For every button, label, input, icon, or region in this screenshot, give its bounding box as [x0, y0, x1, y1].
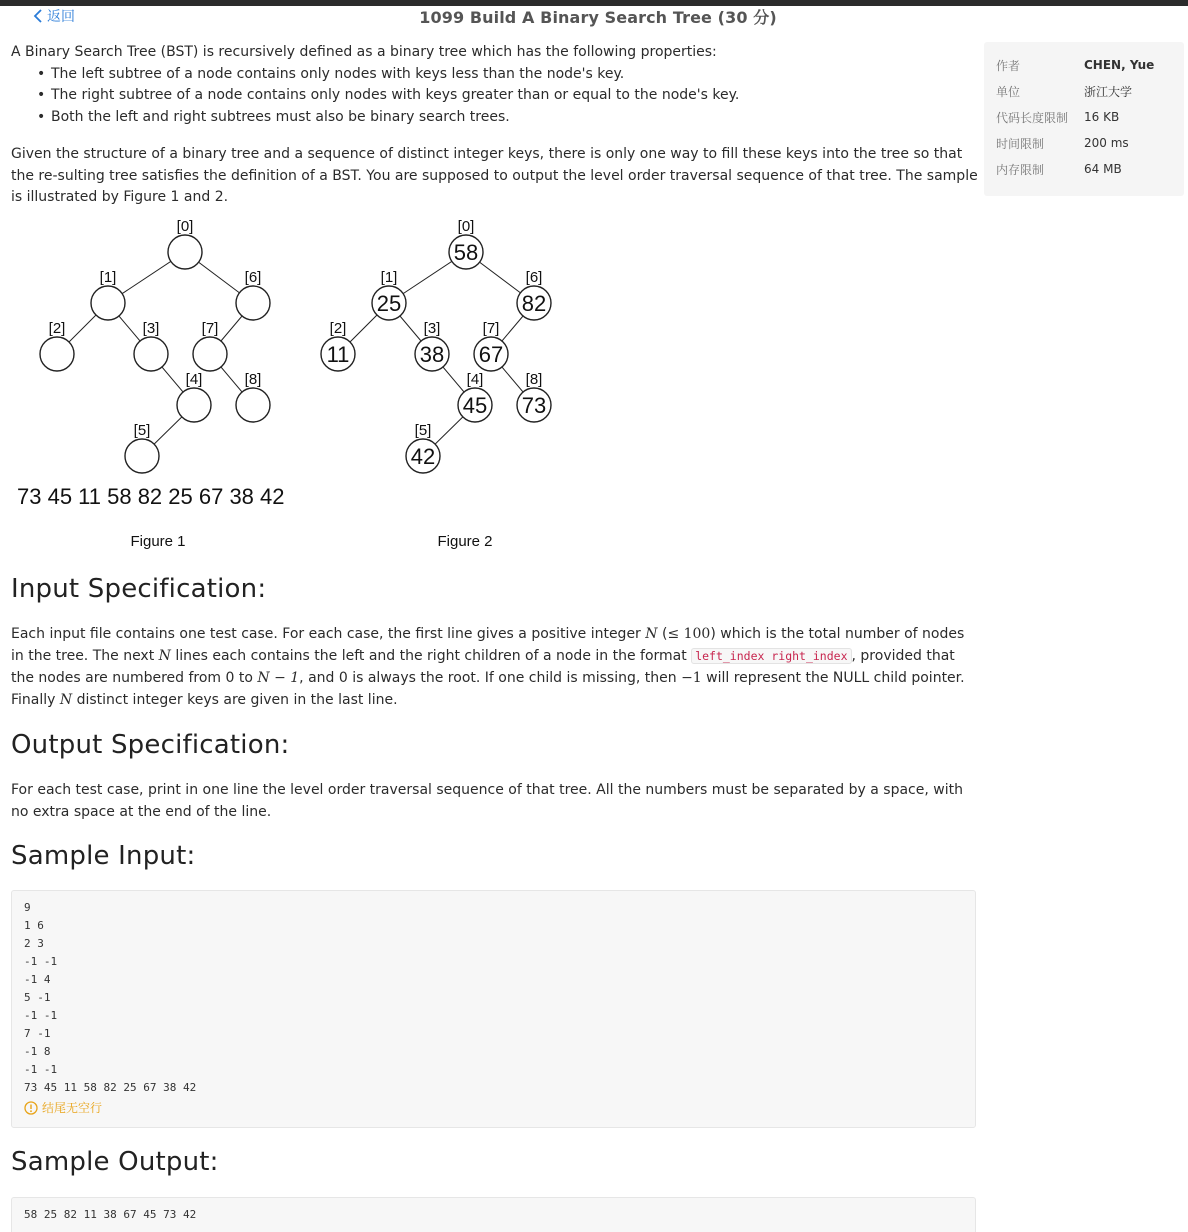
sample-output-code[interactable]: 58 25 82 11 38 67 45 73 42: [24, 1208, 197, 1221]
node-label: [2]: [48, 320, 66, 337]
figure-trees: [0, 0, 600, 560]
warning-icon: [24, 1101, 38, 1115]
problem-description: Given the structure of a binary tree and a sequence of distinct integer keys, there is only one way to fill these keys into the tree so that the re-sulting tree satisfies the definition of a BST. You are supposed to output the level order traversal sequence of that tree. The sample is illustrated by Figure 1 and 2.: [11, 146, 978, 205]
info-row-organization: [996, 78, 1184, 104]
figure1-caption: Figure 1: [130, 533, 186, 550]
text-span: Each input file contains one test case. For each case, the first line gives a positive integer: [11, 626, 646, 642]
node-key: 38: [419, 342, 445, 367]
node-label: [0]: [176, 218, 194, 235]
node-key: 58: [453, 240, 479, 265]
node-label: [2]: [329, 320, 347, 337]
sample-input-box[interactable]: [11, 890, 976, 1128]
node-label: [8]: [244, 371, 262, 388]
intro-text: A Binary Search Tree (BST) is recursively defined as a binary tree which has the following properties:: [11, 44, 717, 60]
sample-input-code[interactable]: 9 1 6 2 3 -1 -1 -1 4 5 -1 -1 -1 7 -1 -1 8 -1 -1 73 45 11 58 82 25 67 38 42: [24, 901, 197, 1094]
text-span: ) which is the total number of nodes in the tree. The next: [11, 626, 965, 664]
node-label: [0]: [457, 218, 475, 235]
node-key: 45: [462, 393, 488, 418]
node-label: [4]: [466, 371, 484, 388]
info-value: 16 KB: [1084, 110, 1120, 124]
info-row-code-length: [996, 104, 1184, 130]
problem-info-panel: [984, 42, 1184, 196]
keys-sequence: 73 45 11 58 82 25 67 38 42: [17, 484, 285, 509]
text-span: (: [657, 626, 668, 642]
node-label: [7]: [201, 320, 219, 337]
node-label: [3]: [423, 320, 441, 337]
info-label: 作者: [996, 58, 1021, 73]
input-spec-text: [11, 623, 979, 711]
info-value: 浙江大学: [1084, 84, 1133, 99]
node-key: 11: [326, 342, 350, 367]
no-trailing-blank-note: [12, 1097, 975, 1116]
figure1-tree: [17, 218, 285, 550]
info-row-time-limit: [996, 130, 1184, 156]
text-span: will represent the NULL child pointer. Finally: [11, 670, 965, 708]
list-item: • The right subtree of a node contains only nodes with keys greater than or equal to the node's key.: [11, 85, 979, 107]
list-item: • The left subtree of a node contains only nodes with keys less than the node's key.: [11, 64, 979, 86]
list-item: • Both the left and right subtrees must also be binary search trees.: [11, 107, 979, 129]
sample-input-heading: Sample Input:: [11, 841, 196, 871]
node-key: 73: [521, 393, 547, 418]
node-label: [5]: [414, 422, 432, 439]
info-row-author: [996, 52, 1184, 78]
math-n-minus-1: N − 1: [257, 670, 300, 686]
node-label: [1]: [380, 269, 398, 286]
math-minus-1: −1: [681, 670, 702, 686]
text-span: , provided that the nodes are numbered from 0 to: [11, 648, 955, 686]
text-span: , and 0 is always the root. If one child is missing, then: [299, 670, 682, 686]
node-label: [6]: [244, 269, 262, 286]
node-label: [1]: [99, 269, 117, 286]
text-span: lines each contains the left and the right children of a node in the format: [170, 648, 692, 664]
math-n: N: [158, 648, 171, 664]
node-label: [5]: [133, 422, 151, 439]
text-span: distinct integer keys are given in the last line.: [72, 692, 398, 708]
info-row-memory-limit: [996, 156, 1184, 182]
math-n: N: [645, 626, 658, 642]
info-value: 200 ms: [1084, 136, 1129, 150]
output-spec-heading: Output Specification:: [11, 730, 290, 760]
back-label: 返回: [47, 9, 75, 25]
node-key: 67: [478, 342, 504, 367]
sample-output-box[interactable]: [11, 1197, 976, 1232]
info-value: CHEN, Yue: [1084, 58, 1155, 72]
note-text: 结尾无空行: [42, 1101, 103, 1115]
node-key: 42: [410, 444, 436, 469]
info-label: 代码长度限制: [996, 110, 1069, 125]
node-label: [3]: [142, 320, 160, 337]
node-label: [8]: [525, 371, 543, 388]
info-label: 时间限制: [996, 136, 1045, 151]
page-title: 1099 Build A Binary Search Tree (30 分): [419, 8, 777, 27]
info-value: 64 MB: [1084, 162, 1122, 176]
output-spec-text: For each test case, print in one line the level order traversal sequence of that tree. All the numbers must be separated by a space, with no extra space at the end of the line.: [11, 782, 963, 820]
figure2-caption: Figure 2: [437, 533, 493, 550]
math-le-100: ≤ 100: [667, 626, 711, 642]
input-spec-heading: Input Specification:: [11, 574, 267, 604]
figure2-tree: [321, 218, 551, 550]
sample-output-heading: Sample Output:: [11, 1147, 219, 1177]
node-key: 82: [521, 291, 547, 316]
node-label: [7]: [482, 320, 500, 337]
info-label: 内存限制: [996, 162, 1045, 177]
info-label: 单位: [996, 84, 1021, 99]
inline-code: left_index right_index: [691, 648, 851, 664]
node-label: [6]: [525, 269, 543, 286]
node-label: [4]: [185, 371, 203, 388]
node-key: 25: [376, 291, 402, 316]
math-n: N: [59, 692, 73, 708]
